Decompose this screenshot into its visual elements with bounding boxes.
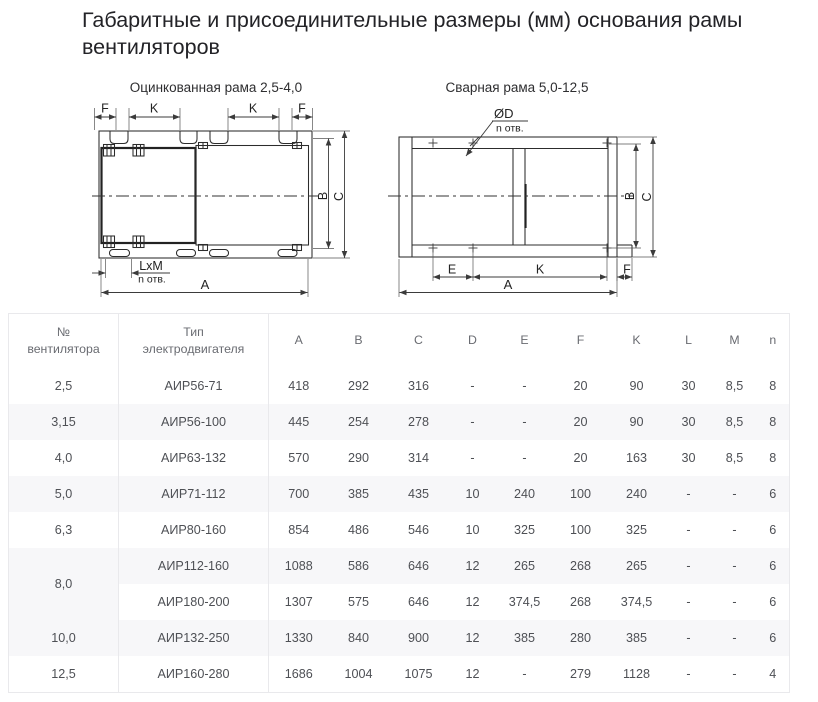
dim-value-cell: 12 xyxy=(465,667,480,681)
dimensions-table xyxy=(8,313,790,693)
dim-value-cell: 1075 xyxy=(404,667,433,681)
dim-value-cell: 279 xyxy=(569,667,591,681)
dim-value-cell: 385 xyxy=(609,620,665,656)
dim-label-c-left: C xyxy=(332,191,346,202)
fan-number-cell: 6,3 xyxy=(9,512,119,548)
dim-value-cell: 280 xyxy=(553,620,609,656)
dim-value-cell: 445 xyxy=(269,404,329,440)
col-header-motor-type-line2: электродвигателя xyxy=(142,342,245,356)
dim-value-cell: 314 xyxy=(407,451,429,465)
dim-value-cell: 12 xyxy=(449,620,497,656)
table-row xyxy=(9,476,790,512)
dim-value-cell: 854 xyxy=(288,523,310,537)
hole-marks xyxy=(429,139,612,253)
dim-value-cell: - xyxy=(522,379,527,393)
dim-value-cell: 240 xyxy=(609,476,665,512)
dim-value-cell: 546 xyxy=(407,523,429,537)
col-header-n: n xyxy=(769,333,777,348)
dim-value-cell: - xyxy=(665,476,713,512)
dim-value-cell: 8 xyxy=(757,404,790,440)
col-header-fan-number xyxy=(9,314,119,369)
dim-value-cell: 90 xyxy=(609,404,665,440)
motor-type-cell: АИР71-112 xyxy=(119,476,269,512)
dim-value-cell: 1088 xyxy=(269,548,329,584)
table-row xyxy=(9,512,790,548)
dim-value-cell: 292 xyxy=(347,379,369,393)
motor-type-cell: АИР112-160 xyxy=(119,548,269,584)
dim-value-cell: 575 xyxy=(347,595,369,609)
dim-value-cell: 10 xyxy=(465,523,480,537)
right-drawing-title: Сварная рама 5,0-12,5 xyxy=(445,80,589,95)
motor-type-cell: АИР160-280 xyxy=(119,656,269,693)
dim-label-k1: K xyxy=(149,101,159,116)
dim-label-b-right: B xyxy=(623,191,637,201)
dim-value-cell: 4 xyxy=(769,667,777,681)
dim-label-e: E xyxy=(447,262,457,277)
motor-type-cell: АИР80-160 xyxy=(119,512,269,548)
dim-value-cell: 385 xyxy=(329,476,389,512)
col-header-B: B xyxy=(354,333,363,348)
col-header-L: L xyxy=(685,333,692,348)
dim-label-a-left: A xyxy=(200,277,210,292)
dim-value-cell: 418 xyxy=(288,379,310,393)
col-header-C: C xyxy=(414,333,423,348)
dim-label-f-right: F xyxy=(623,262,631,277)
technical-drawings xyxy=(0,0,818,310)
table-row xyxy=(9,440,790,476)
dim-label-a-right: A xyxy=(503,277,513,292)
dim-value-cell: 6 xyxy=(769,523,777,537)
dim-value-cell: 30 xyxy=(681,379,696,393)
dim-value-cell: 385 xyxy=(497,620,553,656)
dim-label-c-right: C xyxy=(640,192,654,202)
dim-value-cell: - xyxy=(522,667,527,681)
table-row xyxy=(9,404,790,440)
dim-value-cell: 163 xyxy=(625,451,647,465)
dim-label-k-right: K xyxy=(535,262,545,277)
dim-label-f1: F xyxy=(101,101,109,116)
dim-value-cell: 240 xyxy=(497,476,553,512)
dim-value-cell: 90 xyxy=(629,379,644,393)
dim-label-k2: K xyxy=(248,101,258,116)
dim-value-cell: 840 xyxy=(329,620,389,656)
dim-value-cell: 265 xyxy=(497,548,553,584)
holes-count-label-left: n отв. xyxy=(138,273,166,286)
dim-value-cell: - xyxy=(732,595,737,609)
dim-value-cell: 268 xyxy=(553,548,609,584)
col-header-M: M xyxy=(729,333,740,348)
dim-value-cell: - xyxy=(686,523,691,537)
dim-label-b-left: B xyxy=(316,191,330,201)
fan-number-cell: 4,0 xyxy=(9,440,119,476)
page-title: Габаритные и присоединительные размеры (мм) основания рамы вентиляторов xyxy=(82,8,743,59)
table-row xyxy=(9,656,790,693)
dim-value-cell: 100 xyxy=(553,476,609,512)
dim-value-cell: - xyxy=(470,451,475,465)
fan-number-cell: 10,0 xyxy=(9,620,119,656)
table-row xyxy=(9,620,790,656)
dim-value-cell: 12 xyxy=(465,595,480,609)
col-header-F: F xyxy=(576,333,585,348)
dim-value-cell: 646 xyxy=(407,595,429,609)
dim-value-cell: 254 xyxy=(329,404,389,440)
dim-value-cell: - xyxy=(686,595,691,609)
dim-label-f2: F xyxy=(298,101,306,116)
bolt-symbols xyxy=(104,143,302,251)
dim-value-cell: 570 xyxy=(288,451,310,465)
dim-value-cell: 6 xyxy=(757,620,790,656)
fan-number-cell: 2,5 xyxy=(9,368,119,404)
dim-value-cell: 486 xyxy=(347,523,369,537)
dim-value-cell: 8 xyxy=(769,451,777,465)
table-body xyxy=(9,368,790,693)
table-row xyxy=(9,548,790,584)
col-header-fan-number-line1: № xyxy=(56,324,71,339)
slot-size-label: LxM xyxy=(139,259,163,273)
dim-value-cell: 20 xyxy=(573,451,588,465)
dim-value-cell: 268 xyxy=(569,595,591,609)
dim-value-cell: - xyxy=(497,404,553,440)
dim-value-cell: 6 xyxy=(757,548,790,584)
dim-value-cell: 900 xyxy=(389,620,449,656)
dim-value-cell: - xyxy=(449,404,497,440)
dim-value-cell: 325 xyxy=(513,523,535,537)
dim-value-cell: 8,5 xyxy=(725,451,744,465)
dim-value-cell: 278 xyxy=(389,404,449,440)
table-row xyxy=(9,368,790,404)
dim-value-cell: 586 xyxy=(329,548,389,584)
dim-value-cell: 30 xyxy=(681,451,696,465)
dim-value-cell: 435 xyxy=(389,476,449,512)
dim-value-cell: 20 xyxy=(553,404,609,440)
dim-value-cell: 10 xyxy=(449,476,497,512)
col-header-A: A xyxy=(294,333,303,348)
col-header-D: D xyxy=(468,333,477,348)
dim-value-cell: 30 xyxy=(665,404,713,440)
dim-value-cell: 8,5 xyxy=(725,379,744,393)
dim-value-cell: 8 xyxy=(769,379,777,393)
dim-value-cell: 6 xyxy=(757,476,790,512)
motor-type-cell: АИР56-100 xyxy=(119,404,269,440)
dim-value-cell: 1004 xyxy=(344,667,373,681)
dim-value-cell: - xyxy=(665,620,713,656)
dim-value-cell: 646 xyxy=(389,548,449,584)
dim-value-cell: - xyxy=(713,548,757,584)
col-header-fan-number-line2: вентилятора xyxy=(27,342,100,356)
dim-value-cell: - xyxy=(732,667,737,681)
dim-value-cell: 8,5 xyxy=(713,404,757,440)
dim-value-cell: 325 xyxy=(625,523,647,537)
dim-value-cell: 20 xyxy=(573,379,588,393)
table-header-row xyxy=(9,314,790,369)
dim-value-cell: 1330 xyxy=(269,620,329,656)
dim-value-cell: - xyxy=(713,620,757,656)
fan-number-cell: 3,15 xyxy=(9,404,119,440)
col-header-motor-type xyxy=(119,314,269,369)
fan-number-cell: 5,0 xyxy=(9,476,119,512)
hole-diameter-label: ØD xyxy=(494,106,514,121)
motor-type-cell: АИР180-200 xyxy=(119,584,269,620)
col-header-K: K xyxy=(632,333,641,348)
col-header-E: E xyxy=(520,333,529,348)
dim-value-cell: - xyxy=(732,523,737,537)
dim-value-cell: 6 xyxy=(769,595,777,609)
holes-count-label-right: n отв. xyxy=(496,122,524,135)
motor-type-cell: АИР56-71 xyxy=(119,368,269,404)
dim-value-cell: - xyxy=(470,379,475,393)
fan-number-cell: 8,0 xyxy=(9,548,119,620)
dim-value-cell: 265 xyxy=(609,548,665,584)
fan-number-cell: 12,5 xyxy=(9,656,119,693)
dim-value-cell: 374,5 xyxy=(620,595,653,609)
motor-type-cell: АИР63-132 xyxy=(119,440,269,476)
col-header-motor-type-line1: Тип xyxy=(183,324,204,339)
dim-value-cell: 316 xyxy=(407,379,429,393)
dim-value-cell: 374,5 xyxy=(508,595,541,609)
dim-value-cell: 700 xyxy=(269,476,329,512)
dim-value-cell: 1686 xyxy=(284,667,313,681)
dim-value-cell: 12 xyxy=(449,548,497,584)
left-drawing-title: Оцинкованная рама 2,5-4,0 xyxy=(129,80,303,95)
dim-value-cell: 1128 xyxy=(622,667,651,681)
dim-value-cell: - xyxy=(665,548,713,584)
dim-value-cell: 1307 xyxy=(284,595,313,609)
dim-value-cell: 100 xyxy=(569,523,591,537)
dim-value-cell: - xyxy=(686,667,691,681)
dim-value-cell: - xyxy=(522,451,527,465)
motor-type-cell: АИР132-250 xyxy=(119,620,269,656)
welded-frame-drawing xyxy=(388,80,657,297)
dim-value-cell: - xyxy=(713,476,757,512)
table-row xyxy=(9,584,790,620)
dim-value-cell: 290 xyxy=(347,451,369,465)
galvanized-frame-drawing xyxy=(92,80,350,297)
